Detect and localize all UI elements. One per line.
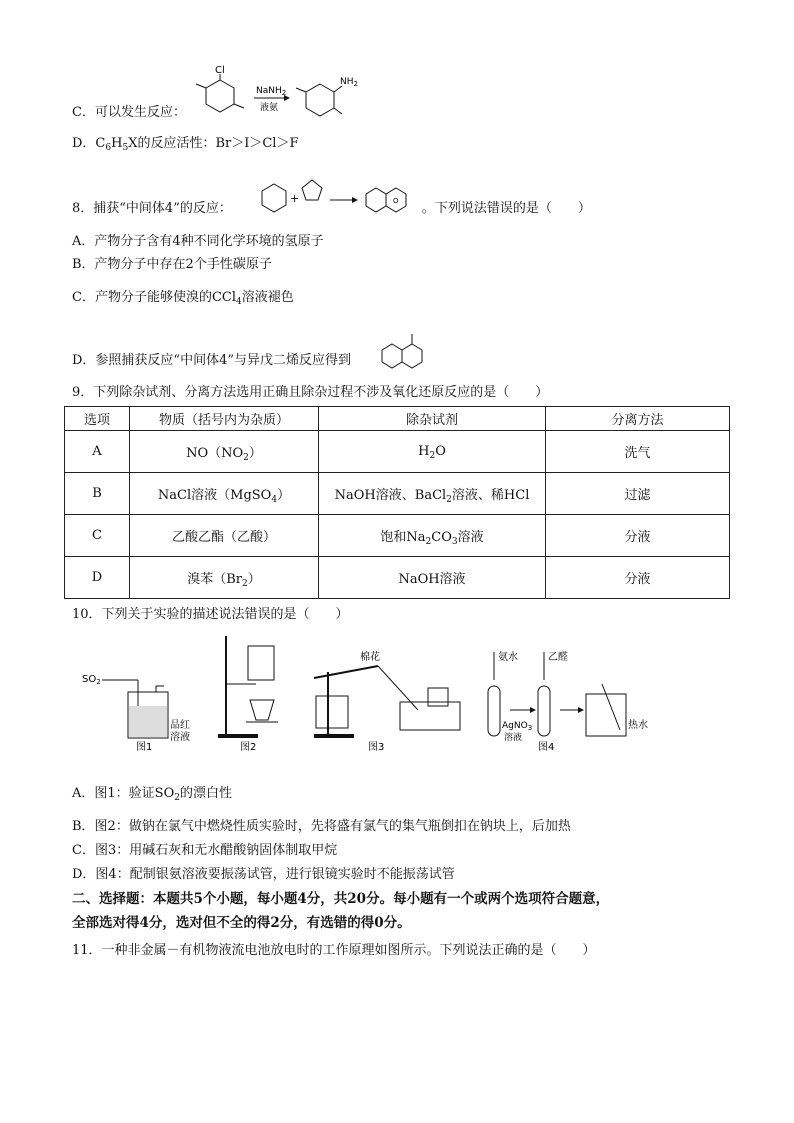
q10-option-c: C．图3：用碱石灰和无水醋酸钠固体制取甲烷: [72, 843, 338, 858]
svg-text:+: +: [290, 192, 300, 205]
svg-text:热水: 热水: [628, 720, 648, 731]
svg-text:溶液: 溶液: [504, 733, 523, 743]
furan-ring: [302, 180, 322, 200]
svg-text:图1: 图1: [136, 742, 153, 753]
oxygen-bridge-label: O: [393, 197, 399, 205]
benzyne-ring: [262, 184, 286, 212]
reagent-top: NaNH$_2$: [256, 86, 287, 97]
reactant-cl-label: Cl: [215, 65, 225, 76]
product-benzene-ring: [306, 84, 334, 116]
svg-text:图2: 图2: [240, 742, 257, 753]
q7-option-c: C．可以发生反应：: [72, 105, 186, 120]
col-reagent: 除杂试剂: [319, 407, 546, 431]
table-row: B NaCl溶液（MgSO$_4$） NaOH溶液、BaCl$_2$溶液、稀HCl 过滤: [65, 473, 730, 515]
q10-option-b: B．图2：做钠在氯气中燃烧性质实验时，先将盛有氯气的集气瓶倒扣在钠块上，后加热: [72, 819, 571, 834]
q7-reaction-scheme: [190, 62, 360, 122]
table-header-row: [65, 407, 730, 431]
svg-text:SO2: $SO_2$: [82, 674, 101, 686]
svg-text:棉花: 棉花: [360, 652, 380, 663]
section2-heading-line2: 全部选对得4分，选对但不全的得2分，有选错的得0分。: [72, 915, 411, 931]
q7-option-d: D．$C_6H_5X$的反应活性：Br＞I＞Cl＞F: [72, 136, 299, 153]
svg-text:溶液: 溶液: [170, 732, 190, 743]
reactant-benzene-ring: [206, 80, 234, 112]
product-ring-left: [366, 188, 386, 212]
q8-option-b: B．产物分子中存在2个手性碳原子: [72, 257, 272, 272]
col-substance: 物质（括号内为杂质）: [130, 407, 319, 431]
svg-text:图4: 图4: [538, 742, 555, 753]
col-method: 分离方法: [546, 407, 730, 431]
section2-heading-line1: 二、选择题：本题共5个小题，每小题4分，共20分。每小题有一个或两个选项符合题意，: [72, 891, 610, 907]
product-nh2-label: $NH_2$: [340, 77, 358, 88]
q8-option-a: A．产物分子含有4种不同化学环境的氢原子: [72, 234, 324, 249]
q8-isoprene-product: [378, 330, 438, 372]
svg-text:乙醛: 乙醛: [548, 652, 568, 663]
svg-text:氨水: 氨水: [498, 652, 518, 663]
col-option: 选项: [65, 407, 130, 431]
svg-text:AgNO3: AgNO$_3$: [502, 721, 533, 732]
q9-table: [64, 406, 730, 599]
table-row: D 溴苯$(Br_2)$ NaOH溶液 分液: [65, 557, 730, 599]
q10-option-a: A．图1：验证$SO_2$的漂白性: [72, 786, 232, 803]
fig3-methane-apparatus: [314, 650, 460, 753]
fig4-silver-mirror: [488, 650, 648, 753]
q10-option-d: D．图4：配制银氨溶液要振荡试管，进行银镜实验时不能振荡试管: [72, 867, 455, 882]
svg-text:品红: 品红: [170, 720, 190, 731]
svg-text:图3: 图3: [368, 742, 385, 753]
q8-option-d: D．参照捕获反应“中间体4”与异戊二烯反应得到: [72, 353, 351, 368]
table-row: C 乙酸乙酯（乙酸） 饱和$Na_2CO_3$溶液 分液: [65, 515, 730, 557]
q9-stem: 9．下列除杂试剂、分离方法选用正确且除杂过程不涉及氧化还原反应的是（ ）: [72, 385, 549, 400]
q8-option-c: C．产物分子能够使溴的CCl$_4$溶液褪色: [72, 290, 294, 307]
q10-stem: 10．下列关于实验的描述说法错误的是（ ）: [72, 607, 349, 622]
q11-stem: 11．一种非金属－有机物液流电池放电时的工作原理如图所示。下列说法正确的是（ ）: [72, 943, 596, 958]
q8-stem: 8．捕获“中间体4”的反应： 。下列说法错误的是（ ）: [72, 201, 591, 216]
table-row: A $NO(NO_2)$ $H_2O$ 洗气: [65, 431, 730, 473]
q8-reaction-scheme: [256, 172, 426, 216]
fig1-wash-bottle: [82, 674, 190, 753]
q10-apparatus-figure: [78, 630, 678, 760]
reagent-bottom: 液氨: [260, 103, 279, 113]
fig2-gas-jar: [218, 636, 278, 753]
